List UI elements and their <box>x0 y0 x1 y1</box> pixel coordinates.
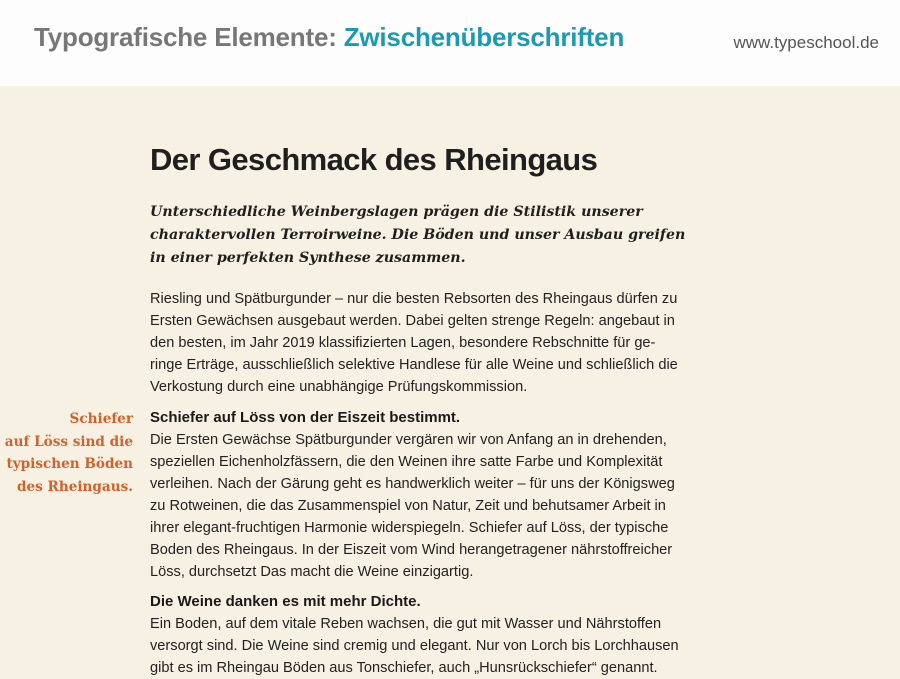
body-line: verleihen. Nach der Gärung geht es handwerklich weiter – für uns der Königsweg <box>150 476 675 492</box>
body-line: Boden des Rheingaus. In der Eiszeit vom Wind herangetragener nährstoffreicher <box>150 542 673 558</box>
marginal-line: typischen Böden <box>6 456 133 472</box>
document-page <box>0 86 900 676</box>
section-dichte <box>150 591 679 679</box>
header-bar <box>0 0 900 86</box>
body-line: zu Rotweinen, die das Zusammenspiel von Natur, Zeit und behutsamer Arbeit in <box>150 498 666 514</box>
body-line: ihrer elegant-fruchtigen Harmonie widerspiegeln. Schiefer auf Löss, der typische <box>150 520 669 536</box>
lead-line: Unterschiedliche Weinbergslagen prägen die Stilistik unserer <box>150 204 643 220</box>
body-line: Verkostung durch eine unabhängige Prüfungskommission. <box>150 379 528 395</box>
body-line: versorgt sind. Die Weine sind cremig und elegant. Nur von Lorch bis Lorchhausen <box>150 638 679 654</box>
body-line: speziellen Eichenholzfässern, die den Weinen ihre satte Farbe und Komplexität <box>150 454 663 470</box>
section-schiefer <box>150 407 675 583</box>
subheading: Die Weine danken es mit mehr Dichte. <box>150 593 421 610</box>
header-title-topic: Zwischenüberschriften <box>343 22 625 52</box>
header-title <box>34 22 624 53</box>
header-title-prefix: Typografische Elemente: <box>34 22 344 52</box>
body-line: gibt es im Rheingau Böden aus Tonschiefer, auch „Hunsrückschiefer“ genannt. <box>150 660 658 676</box>
site-url: www.typeschool.de <box>733 33 879 52</box>
subheading: Schiefer auf Löss von der Eiszeit bestimmt. <box>150 409 461 426</box>
body-line: Riesling und Spätburgunder – nur die besten Rebsorten des Rheingaus dürfen zu <box>150 291 678 307</box>
marginal-note <box>3 408 133 498</box>
intro-paragraph <box>150 288 678 398</box>
marginal-line: des Rheingaus. <box>17 478 133 495</box>
body-line: den besten, im Jahr 2019 klassifizierten Lagen, besondere Rebschnitte für ge- <box>150 335 656 351</box>
lead-line: in einer perfekten Synthese zusammen. <box>150 250 466 266</box>
document-title: Der Geschmack des Rheingaus <box>150 142 598 177</box>
body-line: Die Ersten Gewächse Spätburgunder vergären wir von Anfang an in drehenden, <box>150 432 667 448</box>
marginal-line: Schiefer <box>69 411 133 427</box>
marginal-line: auf Löss sind die <box>4 433 133 450</box>
lead-line: charaktervollen Terroirweine. Die Böden und unser Ausbau greifen <box>150 227 686 243</box>
body-line: Löss, durchsetzt Das macht die Weine einzigartig. <box>150 564 474 580</box>
lead-paragraph <box>150 201 686 270</box>
body-line: Ersten Gewächsen ausgebaut werden. Dabei gelten strenge Regeln: angebaut in <box>150 313 675 329</box>
body-line: Ein Boden, auf dem vitale Reben wachsen, die gut mit Wasser und Nährstoffen <box>150 616 662 632</box>
body-line: ringe Erträge, ausschließlich selektive Handlese für alle Weine und schließlich die <box>150 357 678 373</box>
